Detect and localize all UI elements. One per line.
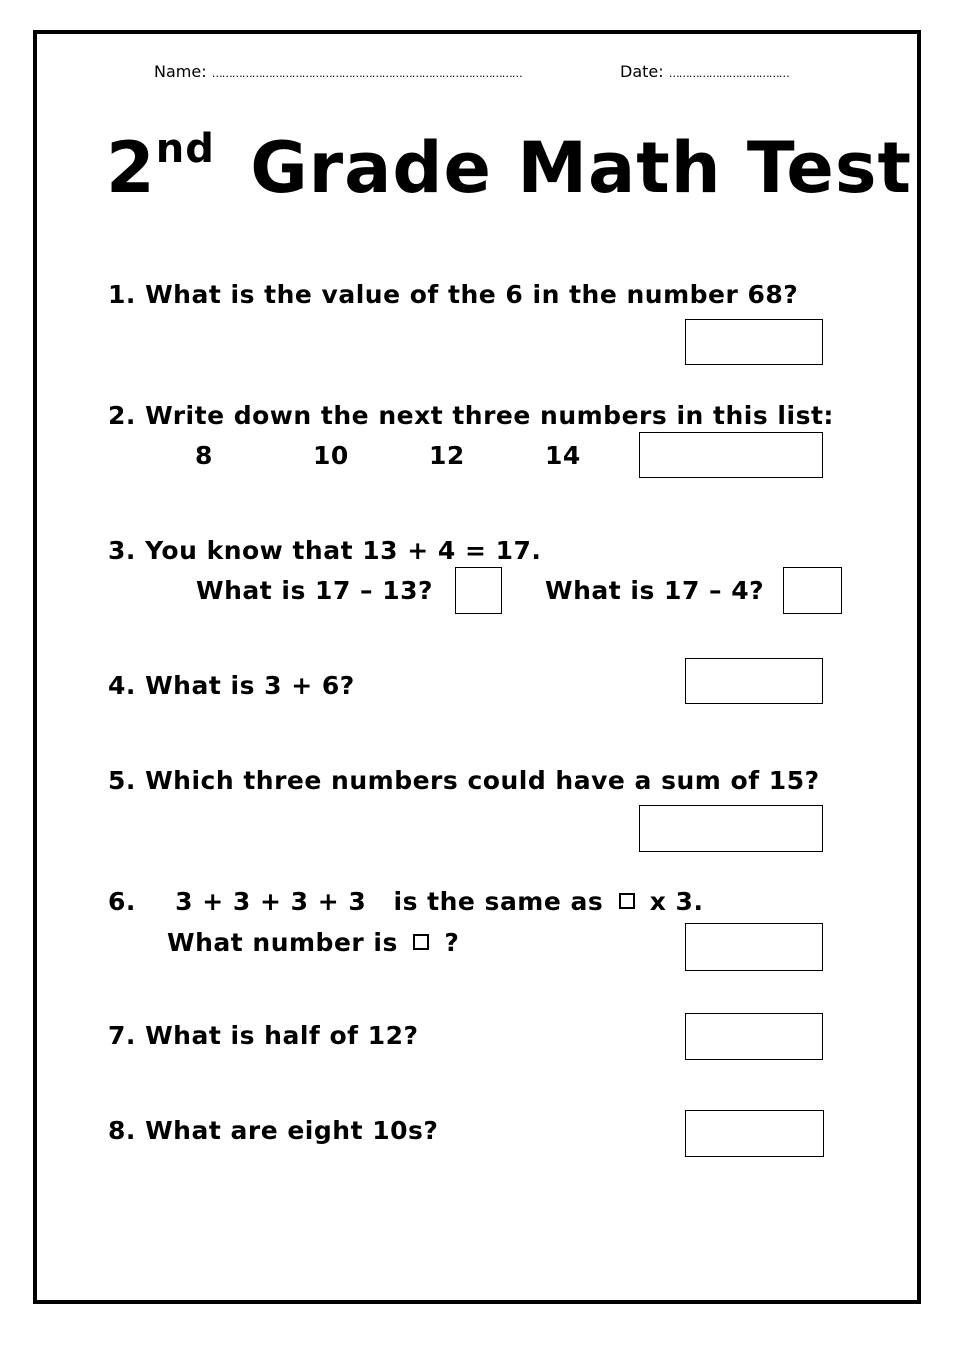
q6-ask: What number is <box>167 928 398 957</box>
answer-box-7[interactable] <box>685 1013 823 1060</box>
question-4: 4. What is 3 + 6? <box>108 671 355 700</box>
question-5: 5. Which three numbers could have a sum of 15? <box>108 766 820 795</box>
q2-list-item: 14 <box>545 441 581 470</box>
question-3b: What is 17 – 4? <box>545 576 765 605</box>
question-1: 1. What is the value of the 6 in the number 68? <box>108 280 799 309</box>
name-dots: ………………………………………………………………………………… <box>211 67 522 80</box>
name-line[interactable] <box>154 62 522 81</box>
answer-box-6[interactable] <box>685 923 823 971</box>
answer-box-3a[interactable] <box>455 567 502 614</box>
answer-box-8[interactable] <box>685 1110 824 1157</box>
question-7: 7. What is half of 12? <box>108 1021 419 1050</box>
question-3a: What is 17 – 13? <box>196 576 434 605</box>
q6-number: 6. <box>108 887 136 916</box>
answer-box-3b[interactable] <box>783 567 842 614</box>
q6-times: x 3. <box>649 887 704 916</box>
q2-list-item: 8 <box>195 441 213 470</box>
page-title <box>106 125 912 209</box>
date-dots: ……………………………… <box>668 67 789 80</box>
title-text: Grade Math Test <box>250 127 912 209</box>
q2-list-item: 12 <box>429 441 465 470</box>
answer-box-4[interactable] <box>685 658 823 704</box>
question-6 <box>108 887 703 916</box>
question-6-ask <box>167 928 459 957</box>
q6-expression: 3 + 3 + 3 + 3 <box>175 887 367 916</box>
name-label: Name: <box>154 62 207 81</box>
q6-ask-end: ? <box>444 928 460 957</box>
q2-list-item: 10 <box>313 441 349 470</box>
blank-square-icon <box>619 893 635 909</box>
question-2: 2. Write down the next three numbers in this list: <box>108 401 834 430</box>
answer-box-1[interactable] <box>685 319 823 365</box>
answer-box-2[interactable] <box>639 432 823 478</box>
title-number: 2 <box>106 127 156 209</box>
q6-same-as: is the same as <box>393 887 604 916</box>
blank-square-icon <box>413 934 429 950</box>
title-suffix: nd <box>155 125 215 172</box>
date-label: Date: <box>620 62 664 81</box>
question-3: 3. You know that 13 + 4 = 17. <box>108 536 542 565</box>
question-8: 8. What are eight 10s? <box>108 1116 439 1145</box>
date-line[interactable] <box>620 62 789 81</box>
answer-box-5[interactable] <box>639 805 823 852</box>
